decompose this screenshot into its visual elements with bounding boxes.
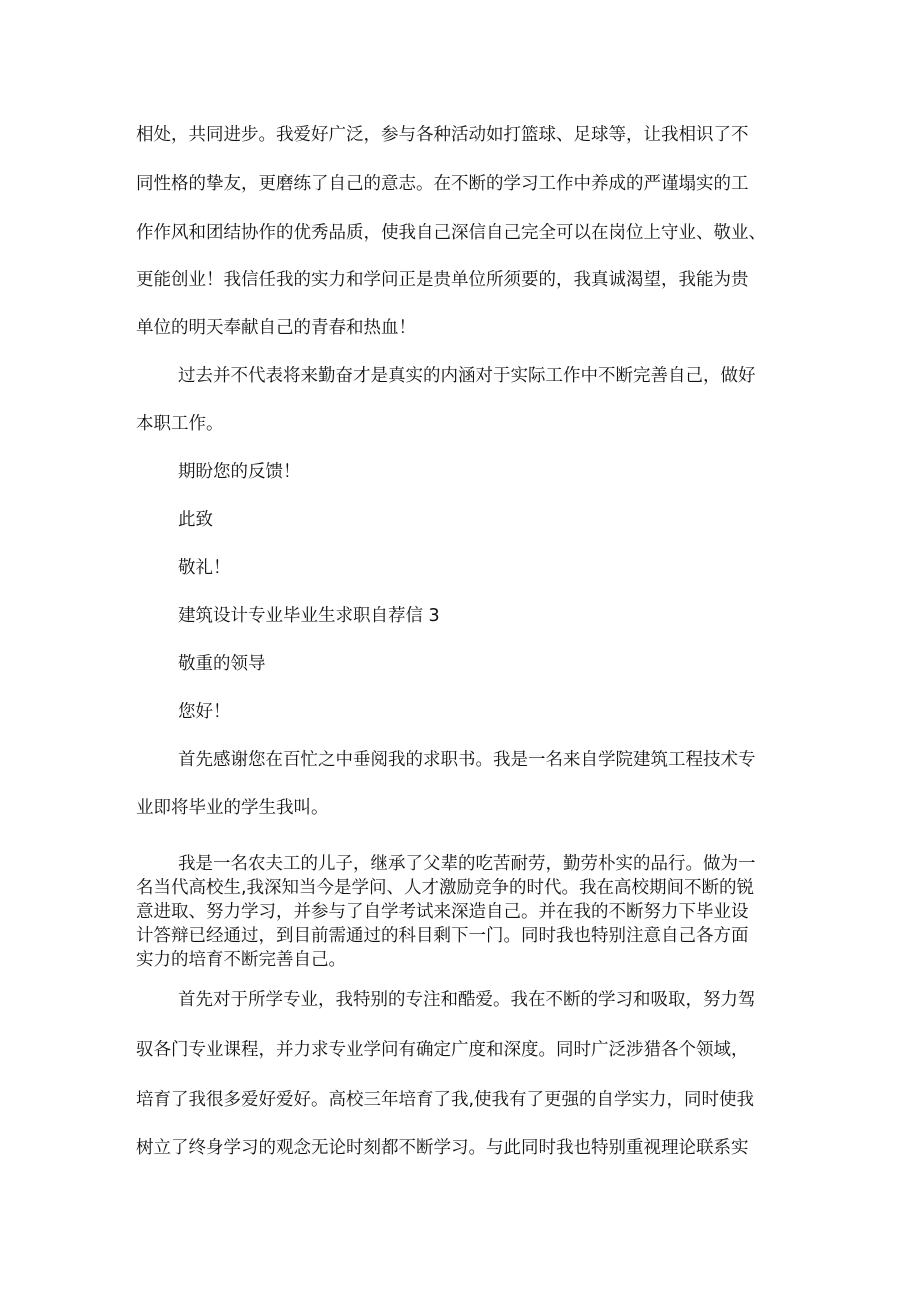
paragraph-line: 相处，共同进步。我爱好广泛，参与各种活动如打篮球、足球等，让我相识了不 <box>136 125 749 145</box>
closing-line: 此致 <box>178 510 213 530</box>
paragraph-line: 树立了终身学习的观念无论时刻都不断学习。与此同时我也特别重视理论联系实 <box>136 1138 749 1158</box>
paragraph-line: 本职工作。 <box>136 414 224 434</box>
paragraph-line: 单位的明天奉献自己的青春和热血！ <box>136 318 416 338</box>
paragraph-line: 我是一名农夫工的儿子，继承了父辈的吃苦耐劳，勤劳朴实的品行。做为一 <box>178 854 756 874</box>
paragraph-line: 计答辩已经通过，到目前需通过的科目剩下一门。同时我也特别注意自己各方面 <box>136 926 749 946</box>
feedback-line: 期盼您的反馈！ <box>178 462 301 482</box>
paragraph-line: 首先对于所学专业，我特别的专注和酷爱。我在不断的学习和吸取，努力驾 <box>178 990 756 1010</box>
paragraph-line: 过去并不代表将来勤奋才是真实的内涵对于实际工作中不断完善自己，做好 <box>178 366 756 386</box>
paragraph-line: 首先感谢您在百忙之中垂阅我的求职书。我是一名来自学院建筑工程技术专 <box>178 750 756 770</box>
paragraph-line: 驭各门专业课程，并力求专业学问有确定广度和深度。同时广泛涉猎各个领域， <box>136 1040 749 1060</box>
letter-title: 建筑设计专业毕业生求职自荐信 3 <box>178 606 440 626</box>
greeting: 您好！ <box>178 702 231 722</box>
paragraph-line: 名当代高校生,我深知当今是学问、人才激励竞争的时代。我在高校期间不断的锐 <box>136 878 755 898</box>
paragraph-line: 更能创业！我信任我的实力和学问正是贵单位所须要的，我真诚渴望，我能为贵 <box>136 270 749 290</box>
paragraph-line: 培育了我很多爱好爱好。高校三年培育了我,使我有了更强的自学实力，同时使我 <box>136 1090 755 1110</box>
paragraph-line: 意进取、努力学习，并参与了自学考试来深造自己。并在我的不断努力下毕业设 <box>136 902 749 922</box>
paragraph-line: 实力的培育不断完善自己。 <box>136 950 346 970</box>
paragraph-line: 业即将毕业的学生我叫。 <box>136 798 329 818</box>
closing-line: 敬礼！ <box>178 558 231 578</box>
salutation: 敬重的领导 <box>178 654 266 674</box>
paragraph-line: 作作风和团结协作的优秀品质，使我自己深信自己完全可以在岗位上守业、敬业、 <box>136 223 766 243</box>
paragraph-line: 同性格的挚友，更磨练了自己的意志。在不断的学习工作中养成的严谨塌实的工 <box>136 174 749 194</box>
background-paragraph <box>136 852 796 972</box>
